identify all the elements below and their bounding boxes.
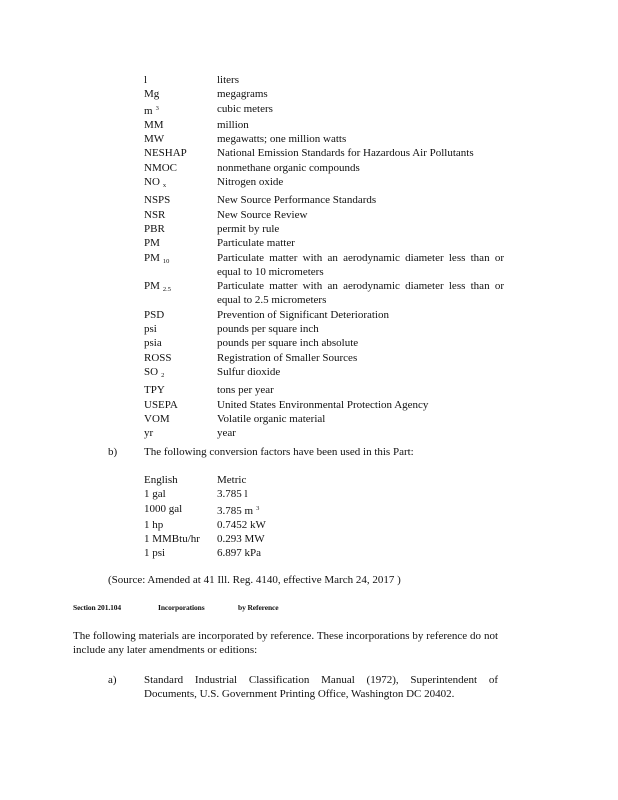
abbreviation-row <box>144 87 504 101</box>
abbreviation-definition: Prevention of Significant Deterioration <box>217 308 389 321</box>
section-title-suffix: by Reference <box>238 603 279 612</box>
abbreviation-definition: nonmethane organic compounds <box>217 161 360 174</box>
abbreviation-term-text: PSD <box>144 308 165 321</box>
abbreviation-definition: year <box>217 427 236 440</box>
abbreviation-term <box>144 398 217 412</box>
abbreviation-term <box>144 308 217 322</box>
abbreviation-term-text: MM <box>144 118 164 131</box>
abbreviation-definition: cubic meters <box>217 102 273 115</box>
abbreviation-term <box>144 322 217 336</box>
abbreviation-term <box>144 426 217 440</box>
conversion-header-row <box>144 473 266 487</box>
metric-header: Metric <box>217 474 247 486</box>
abbreviation-term-text: l <box>144 74 148 86</box>
conversion-table <box>144 473 266 561</box>
abbreviation-term-text: SO <box>144 365 159 378</box>
abbreviation-term <box>144 208 217 222</box>
abbreviation-term-text: NSR <box>144 208 166 221</box>
english-unit: 1000 gal <box>144 502 183 515</box>
metric-superscript: 3 <box>256 504 260 512</box>
abbreviation-row <box>144 236 504 250</box>
abbreviation-row <box>144 398 504 412</box>
metric-unit <box>217 546 261 560</box>
abbreviation-term-text: TPY <box>144 384 165 397</box>
abbreviation-definition: Particulate matter <box>217 237 295 250</box>
abbreviation-term-text: psi <box>144 323 157 336</box>
metric-unit-text: 3.785 m <box>217 504 254 517</box>
english-header: English <box>144 474 178 486</box>
list-marker-a: a) <box>108 674 117 686</box>
abbreviation-term <box>144 102 217 118</box>
metric-unit <box>217 532 265 546</box>
abbreviation-row <box>144 322 504 336</box>
abbreviation-term <box>144 175 217 193</box>
abbreviation-superscript: 3 <box>155 104 159 112</box>
abbreviation-row <box>144 412 504 426</box>
english-unit: 1 hp <box>144 518 164 531</box>
abbreviation-definition: Particulate matter with an aerodynamic diameter less than or equal to 10 micrometers <box>217 251 504 278</box>
abbreviation-term <box>144 87 217 101</box>
list-marker-b: b) <box>108 446 118 458</box>
abbreviation-term <box>144 222 217 236</box>
abbreviation-term-text: m <box>144 104 153 117</box>
abbreviation-definition: megagrams <box>217 88 268 101</box>
abbreviation-term <box>144 118 217 132</box>
abbreviation-term <box>144 383 217 397</box>
abbreviation-definition: National Emission Standards for Hazardous Air Pollutants <box>217 147 474 160</box>
abbreviation-term <box>144 351 217 365</box>
abbreviation-subscript: 2 <box>161 371 165 379</box>
abbreviation-term <box>144 73 217 87</box>
abbreviation-term <box>144 279 217 308</box>
metric-unit-text: 3.785 l <box>217 488 248 501</box>
abbreviation-row <box>144 132 504 146</box>
abbreviation-term <box>144 132 217 146</box>
abbreviation-definition: New Source Performance Standards <box>217 194 377 207</box>
abbreviation-term-text: NESHAP <box>144 147 187 160</box>
section-number: Section 201.104 <box>73 603 122 612</box>
abbreviation-subscript: 2.5 <box>162 286 172 294</box>
abbreviation-definition: pounds per square inch <box>217 323 319 336</box>
abbreviation-definition: megawatts; one million watts <box>217 133 347 146</box>
list-item-a <box>108 673 498 702</box>
abbreviation-term <box>144 193 217 207</box>
conversion-row <box>144 546 266 560</box>
abbreviation-row <box>144 73 504 87</box>
metric-unit <box>217 487 248 501</box>
abbreviation-row <box>144 336 504 350</box>
section-paragraph: The following materials are incorporated by reference. These incorporations by reference do not include any later amendments or editions: <box>73 630 498 657</box>
conversion-row <box>144 487 266 501</box>
abbreviation-definition: Registration of Smaller Sources <box>217 351 358 364</box>
abbreviation-definition: pounds per square inch absolute <box>217 337 359 350</box>
abbreviation-term <box>144 236 217 250</box>
list-item-a-text: Standard Industrial Classification Manual (1972), Superintendent of Documents, U.S. Government Printing Office, Washington DC 20402. <box>144 674 498 701</box>
abbreviation-row <box>144 251 504 280</box>
abbreviation-term <box>144 251 217 280</box>
abbreviation-subscript: 10 <box>162 257 170 265</box>
metric-unit-text: 0.7452 kW <box>217 518 266 531</box>
english-unit: 1 MMBtu/hr <box>144 533 200 546</box>
abbreviation-row <box>144 426 504 440</box>
abbreviation-term <box>144 146 217 160</box>
abbreviation-term-text: ROSS <box>144 351 172 364</box>
abbreviation-row <box>144 308 504 322</box>
abbreviation-row <box>144 146 504 160</box>
conversion-intro-text: The following conversion factors have been used in this Part: <box>144 446 414 458</box>
abbreviation-definition: permit by rule <box>217 222 280 235</box>
abbreviation-term-text: PM <box>144 237 160 250</box>
english-unit: 1 psi <box>144 547 166 560</box>
abbreviation-row <box>144 118 504 132</box>
metric-unit-text: 0.293 MW <box>217 533 265 546</box>
abbreviation-definition: New Source Review <box>217 208 308 221</box>
abbreviation-subscript: x <box>162 182 167 190</box>
conversion-row <box>144 502 266 518</box>
section-heading <box>73 603 279 612</box>
section-title: Incorporations <box>158 603 205 612</box>
abbreviation-list <box>144 73 504 440</box>
abbreviation-term-text: Mg <box>144 88 160 101</box>
abbreviation-row <box>144 175 504 193</box>
english-unit: 1 gal <box>144 488 166 501</box>
abbreviation-definition: million <box>217 118 249 131</box>
abbreviation-row <box>144 351 504 365</box>
abbreviation-definition: Particulate matter with an aerodynamic diameter less than or equal to 2.5 micrometers <box>217 280 504 307</box>
abbreviation-term-text: VOM <box>144 412 170 425</box>
source-note: (Source: Amended at 41 Ill. Reg. 4140, effective March 24, 2017 ) <box>108 574 401 586</box>
abbreviation-definition: tons per year <box>217 384 274 397</box>
conversion-row <box>144 518 266 532</box>
abbreviation-row <box>144 383 504 397</box>
abbreviation-term <box>144 365 217 383</box>
abbreviation-term-text: NMOC <box>144 161 178 174</box>
abbreviation-row <box>144 161 504 175</box>
abbreviation-term <box>144 412 217 426</box>
conversion-row <box>144 532 266 546</box>
abbreviation-row <box>144 193 504 207</box>
abbreviation-term-text: NSPS <box>144 194 171 207</box>
conversion-intro <box>108 445 414 459</box>
abbreviation-term-text: PBR <box>144 222 165 235</box>
abbreviation-term <box>144 161 217 175</box>
abbreviation-definition: Sulfur dioxide <box>217 365 281 378</box>
abbreviation-term-text: PM <box>144 251 160 264</box>
abbreviation-term <box>144 336 217 350</box>
abbreviation-definition: United States Environmental Protection Agency <box>217 398 429 411</box>
abbreviation-row <box>144 365 504 383</box>
metric-unit <box>217 502 259 518</box>
abbreviation-term-text: NO <box>144 176 160 189</box>
abbreviation-row <box>144 222 504 236</box>
abbreviation-term-text: yr <box>144 427 154 440</box>
abbreviation-row <box>144 279 504 308</box>
metric-unit-text: 6.897 kPa <box>217 547 261 560</box>
abbreviation-term-text: MW <box>144 133 165 146</box>
abbreviation-row <box>144 102 504 118</box>
abbreviation-term-text: PM <box>144 280 160 293</box>
abbreviation-definition: Nitrogen oxide <box>217 176 284 189</box>
abbreviation-term-text: psia <box>144 337 162 350</box>
abbreviation-row <box>144 208 504 222</box>
abbreviation-term-text: USEPA <box>144 398 178 411</box>
abbreviation-definition: Volatile organic material <box>217 412 326 425</box>
metric-unit <box>217 518 266 532</box>
abbreviation-definition: liters <box>217 74 239 86</box>
